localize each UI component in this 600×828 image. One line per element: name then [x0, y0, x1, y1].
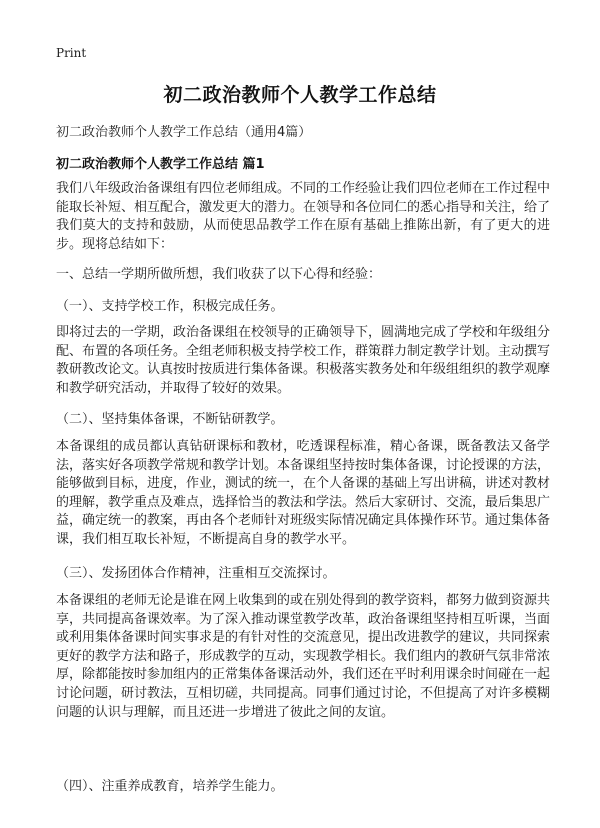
print-label: Print [56, 46, 87, 60]
subsection-one-heading: （一）、支持学校工作，积极完成任务。 [56, 299, 284, 314]
subsection-three-paragraph: 本备课组的老师无论是谁在网上收集到的或在别处得到的教学资料，都努力做到资源共享，共同提高备课效率。为了深入推动课堂教学改革，政治备课组坚持相互听课，当面或利用集体备课时间实事求是的有针对性的交流意见，提出改进教学的建议，共同探索更好的教学方法和路子，形成教学的互动，实现教学相长。我们组内的教研气氛非常浓厚，除都能按时参加组内的正常集体备课活动外，我们还在平时利用课余时间碰在一起讨论问题，研讨教法，互相切磋，共同提高。同事们通过讨论，不但提高了对许多模糊问题的认识与理解，而且还进一步增进了彼此之间的友谊。 [56, 593, 551, 720]
intro-paragraph: 我们八年级政治备课组有四位老师组成。不同的工作经验让我们四位老师在工作过程中能取长补短、相互配合，激发更大的潜力。在领导和各位同仁的悉心指导和关注，给了我们莫大的支持和鼓励，从而使思品教学工作在原有基础上推陈出新，有了更大的进步。现将总结如下： [56, 181, 551, 252]
subsection-four-heading: （四）、注重养成教育，培养学生能力。 [56, 779, 284, 794]
page-title: 初二政治教师个人教学工作总结 [163, 84, 437, 106]
point-one-heading: 一、总结一学期所做所想，我们收获了以下心得和经验： [56, 267, 382, 282]
subsection-two-paragraph: 本备课组的成员都认真钻研课标和教材，吃透课程标准，精心备课，既备教法又备学法，落实好各项教学常规和教学计划。本备课组坚持按时集体备课，讨论授课的方法，能够做到目标，进度，作业，测试的统一，在个人备课的基础上写出讲稿，讲述对教材的理解，教学重点及难点，选择恰当的教法和学法。然后大家研讨、交流，最后集思广益，确定统一的教案，再由各个老师针对班级实际情况确定具体操作环节。通过集体备课，我们相互取长补短，不断提高自身的教学水平。 [56, 439, 551, 547]
subsection-two-heading: （二）、坚持集体备课，不断钻研教学。 [56, 412, 284, 427]
subsection-one-paragraph: 即将过去的一学期，政治备课组在校领导的正确领导下，圆满地完成了学校和年级组分配、布置的各项任务。全组老师积极支持学校工作，群策群力制定教学计划。主动撰写教研教改论文。认真按时按质进行集体备课。积极落实教务处和年级组组织的教学观摩和教学研究活动，并取得了较好的效果。 [56, 325, 551, 396]
section-heading: 初二政治教师个人教学工作总结 篇1 [56, 157, 265, 172]
document-subtitle: 初二政治教师个人教学工作总结（通用4篇） [56, 125, 312, 140]
subsection-three-heading: （三）、发扬团体合作精神，注重相互交流探讨。 [56, 566, 336, 581]
